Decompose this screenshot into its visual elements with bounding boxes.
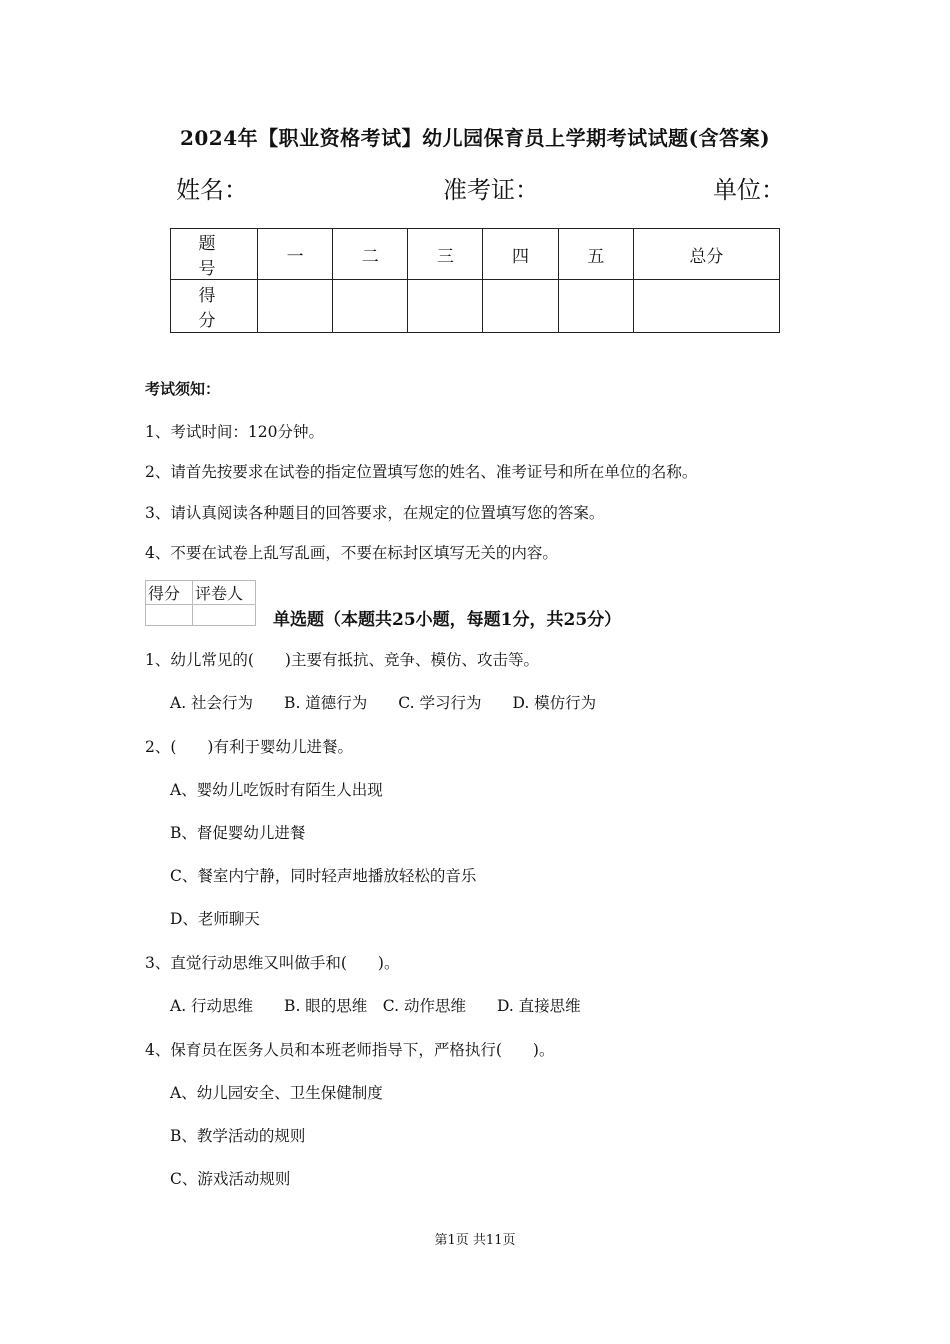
score-table-score-row [171,280,780,333]
score-cell-3[interactable] [408,280,483,333]
section-5-header: 五 [558,229,633,280]
question-3: 3、直觉行动思维又叫做手和( )。 [145,954,400,972]
total-header: 总分 [633,229,779,280]
question-2-option-a: A、婴幼儿吃饭时有陌生人出现 [170,781,383,799]
grader-name-cell[interactable] [193,605,256,626]
question-2-option-d: D、老师聊天 [170,910,260,928]
question-4-option-a: A、幼儿园安全、卫生保健制度 [170,1084,383,1102]
notice-item: 3、请认真阅读各种题目的回答要求，在规定的位置填写您的答案。 [145,504,605,522]
question-1: 1、幼儿常见的( )主要有抵抗、竞争、模仿、攻击等。 [145,651,539,669]
unit-label: 单位： [713,176,785,204]
grader-score-label: 得分 [146,581,193,605]
grader-name-label: 评卷人 [193,581,256,605]
score-cell-2[interactable] [333,280,408,333]
question-4-option-b: B、教学活动的规则 [170,1127,306,1145]
score-cell-1[interactable] [258,280,333,333]
section-title: 单选题（本题共25小题，每题1分，共25分） [273,610,622,630]
page-footer: 第1页 共11页 [434,1233,516,1248]
question-4-option-c: C、游戏活动规则 [170,1170,291,1188]
exam-number-label: 准考证： [443,176,539,204]
notice-title: 考试须知： [145,380,221,398]
question-2-option-c: C、餐室内宁静，同时轻声地播放轻松的音乐 [170,867,477,885]
question-2-option-b: B、督促婴幼儿进餐 [170,824,306,842]
section-2-header: 二 [333,229,408,280]
page-title: 2024年【职业资格考试】幼儿园保育员上学期考试试题(含答案) [179,126,771,150]
notice-item: 1、考试时间：120分钟。 [145,423,324,441]
score-cell-4[interactable] [483,280,558,333]
score-table-header-row [171,229,780,280]
name-label: 姓名： [176,176,248,204]
score-table [170,228,780,333]
question-4: 4、保育员在医务人员和本班老师指导下，严格执行( )。 [145,1041,555,1059]
question-number-header: 题 号 [171,229,258,280]
notice-item: 2、请首先按要求在试卷的指定位置填写您的姓名、准考证号和所在单位的名称。 [145,463,698,481]
section-1-header: 一 [258,229,333,280]
section-4-header: 四 [483,229,558,280]
score-cell-total[interactable] [633,280,779,333]
question-3-options: A. 行动思维 B. 眼的思维 C. 动作思维 D. 直接思维 [170,997,581,1015]
score-cell-5[interactable] [558,280,633,333]
grader-box [145,580,256,626]
question-1-options: A. 社会行为 B. 道德行为 C. 学习行为 D. 模仿行为 [170,694,597,712]
score-label: 得 分 [171,280,258,333]
section-3-header: 三 [408,229,483,280]
grader-score-cell[interactable] [146,605,193,626]
notice-item: 4、不要在试卷上乱写乱画，不要在标封区填写无关的内容。 [145,544,558,562]
question-2: 2、( )有利于婴幼儿进餐。 [145,738,353,756]
